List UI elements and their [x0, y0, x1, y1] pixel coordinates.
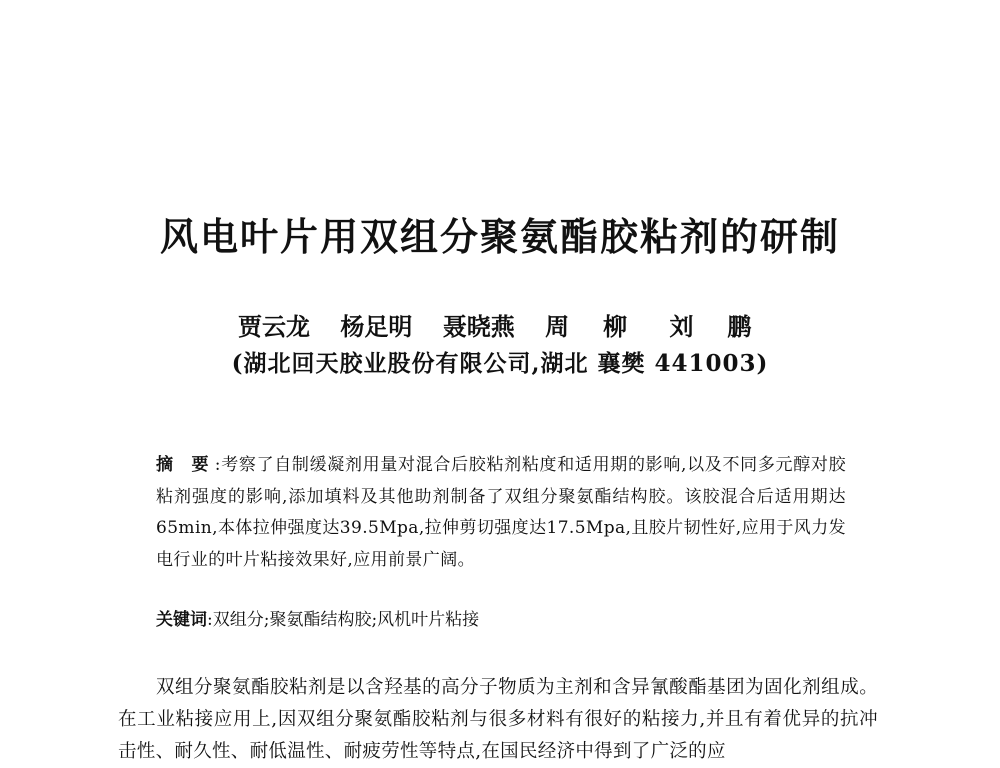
author-name: 贾云龙	[238, 312, 310, 341]
author-name: 周柳	[545, 312, 662, 341]
body-paragraph: 双组分聚氨酯胶粘剂是以含羟基的高分子物质为主剂和含异氰酸酯基团为固化剂组成。在工业粘接应用上,因双组分聚氨酯胶粘剂与很多材料有很好的粘接力,并且有着优异的抗冲击性、耐久性、耐低温性、耐疲劳性等特点,在国民经济中得到了广泛的应	[118, 677, 878, 762]
keywords-text: :双组分;聚氨酯结构胶;风机叶片粘接	[207, 610, 480, 630]
author-affiliation: (湖北回天胶业股份有限公司,湖北 襄樊 441003)	[231, 350, 769, 377]
author-list	[238, 307, 798, 342]
keywords-label: 关键词	[156, 610, 207, 630]
keywords	[156, 605, 846, 630]
abstract	[156, 450, 846, 576]
author-name: 杨足明	[340, 312, 413, 341]
author-name: 聂晓燕	[442, 312, 515, 341]
paper-title: 风电叶片用双组分聚氨酯胶粘剂的研制	[159, 215, 840, 259]
abstract-label: 摘 要	[156, 455, 215, 475]
abstract-text: :考察了自制缓凝剂用量对混合后胶粘剂粘度和适用期的影响,以及不同多元醇对胶粘剂强度的影响,添加填料及其他助剂制备了双组分聚氨酯结构胶。该胶混合后适用期达65min,本体拉伸强度达39.5Mpa,拉伸剪切强度达17.5Mpa,且胶片韧性好,应用于风力发电行业的叶片粘接效果好,应用前景广阔。	[156, 455, 846, 570]
author-name: 刘鹏	[669, 312, 786, 341]
